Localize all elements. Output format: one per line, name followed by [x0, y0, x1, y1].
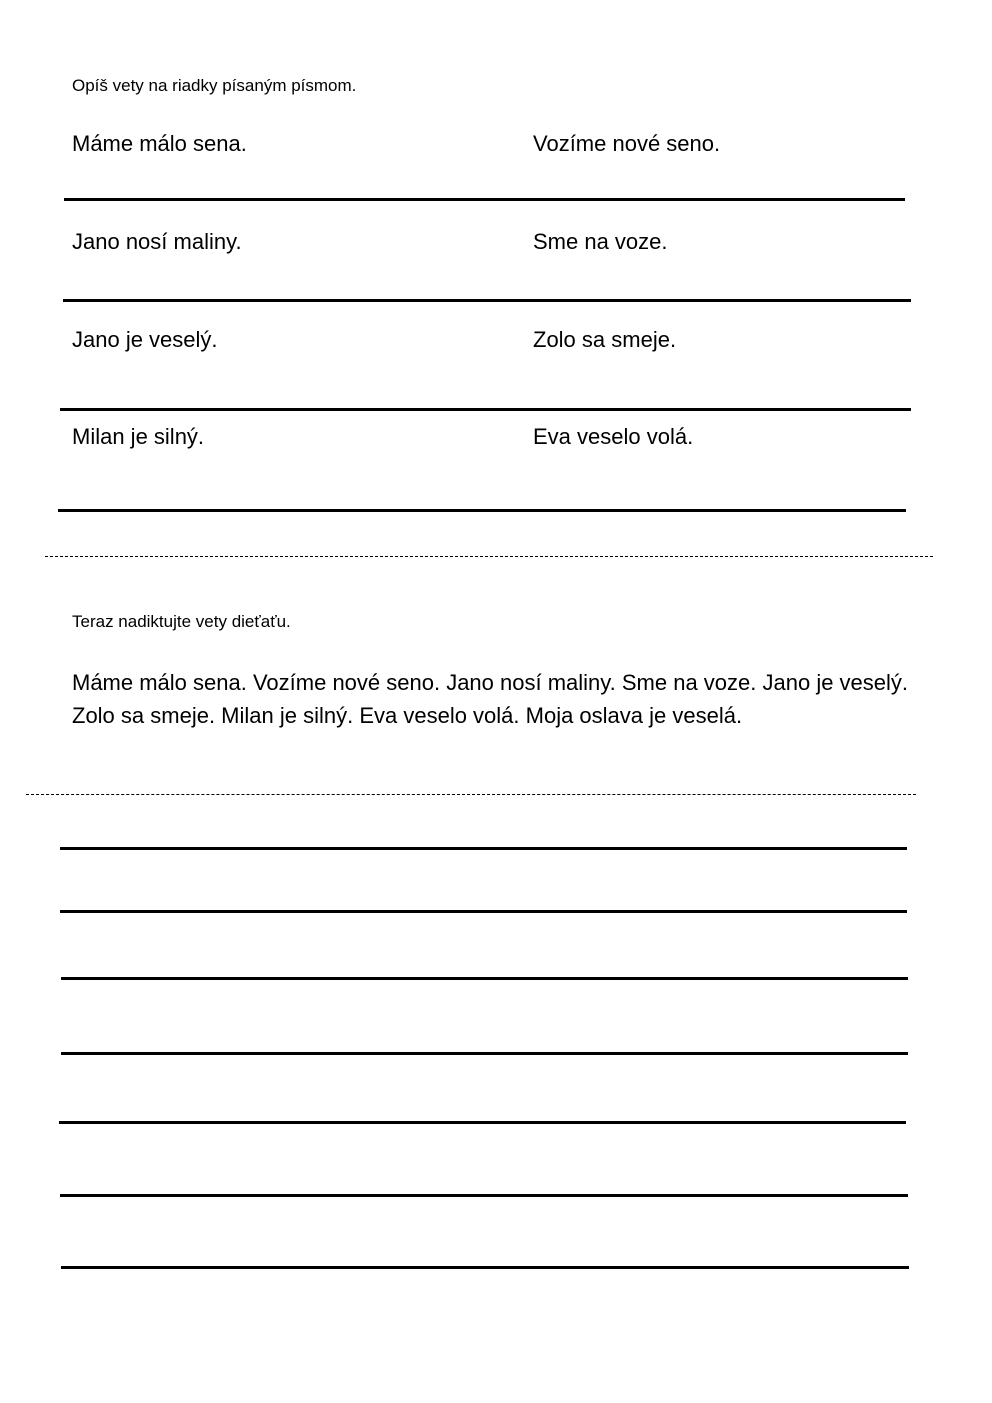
sentence-2-left: Jano nosí maliny. — [72, 229, 242, 254]
writing-line[interactable] — [61, 1052, 908, 1055]
sentence-4-right: Eva veselo volá. — [533, 424, 694, 449]
copy-instruction: Opíš vety na riadky písaným písmom. — [72, 76, 357, 95]
cut-line-divider — [45, 556, 933, 557]
sentence-1-right: Vozíme nové seno. — [533, 131, 721, 156]
sentence-3-left: Jano je veselý. — [72, 327, 218, 352]
sentence-4-left: Milan je silný. — [72, 424, 205, 449]
writing-line[interactable] — [60, 847, 907, 850]
sentence-2-right: Sme na voze. — [533, 229, 668, 254]
writing-line[interactable] — [60, 408, 911, 411]
dictation-instruction: Teraz nadiktujte vety dieťaťu. — [72, 612, 291, 631]
cut-line-divider — [26, 794, 916, 795]
sentence-1-left: Máme málo sena. — [72, 131, 247, 156]
writing-line[interactable] — [59, 1121, 906, 1124]
writing-line[interactable] — [58, 509, 906, 512]
writing-line[interactable] — [60, 910, 907, 913]
sentence-3-right: Zolo sa smeje. — [533, 327, 677, 352]
dictation-text: Máme málo sena. Vozíme nové seno. Jano nosí maliny. Sme na voze. Jano je veselý. Zolo sa smeje. Milan je silný. Eva veselo volá. Moja oslava je veselá. — [72, 670, 909, 728]
writing-line[interactable] — [61, 1266, 909, 1269]
writing-line[interactable] — [64, 198, 905, 201]
writing-line[interactable] — [60, 1194, 908, 1197]
writing-line[interactable] — [61, 977, 908, 980]
writing-line[interactable] — [63, 299, 911, 302]
